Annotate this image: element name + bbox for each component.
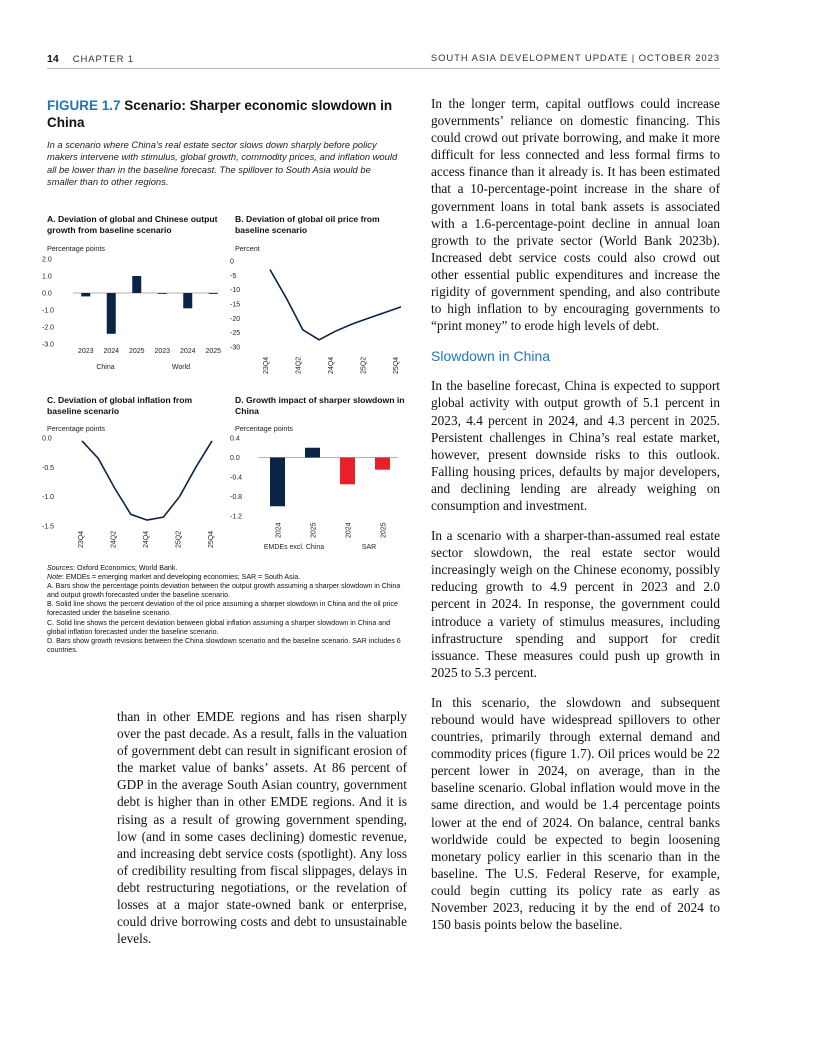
panel-c-xtick: 24Q4: [143, 530, 150, 548]
panel-d-bar: [340, 458, 355, 485]
chapter-label: CHAPTER 1: [72, 54, 135, 65]
panel-c-xtick: 25Q2: [175, 530, 183, 548]
panel-a-bar: [158, 293, 167, 294]
panel-d-bar: [305, 448, 320, 458]
panel-d-chart: [228, 430, 413, 555]
figure-title: [47, 97, 399, 131]
panel-b-xtick: 24Q2: [295, 356, 303, 374]
panel-d-category-label: 2025: [380, 522, 388, 538]
panel-a-bar: [132, 276, 141, 293]
figure-title-text: Scenario: Sharper economic slowdown in China: [47, 98, 393, 130]
left-column: [117, 708, 407, 960]
panel-a-ytick: 2.0: [42, 256, 52, 264]
panel-a-category-label: 2024: [179, 348, 196, 355]
panel-a-category-label: 2024: [103, 348, 120, 355]
panel-a-group-label: China: [96, 364, 115, 371]
panel-d-ytick: -1.2: [230, 513, 243, 521]
paragraph: In the longer term, capital outflows could increase governments’ reliance on domestic financing. This could crowd out private borrowing, and make it more difficult for less connected and less formal firms to access finance than it already is. It has been estimated that a 10-percentage-point increase in the share of government loans in total bank assets is associated with a 1.6-percentage-point decline in annual loan growth to the private sector (World Bank 2023b). Increased debt service costs could also crowd out other essential public expenditures and increase the rigidity of government spending, and also contribute to high inflation to by encouraging governments to “print money” to erode high levels of debt.: [431, 96, 720, 334]
panel-d-ytick: 0.4: [230, 435, 240, 443]
panel-d-ytick: -0.4: [230, 474, 243, 482]
panel-b-chart: [228, 252, 413, 377]
panel-d-group-label: EMDEs excl. China: [263, 544, 325, 551]
panel-c-chart: [40, 430, 230, 555]
panel-b-xtick: 24Q4: [328, 356, 335, 374]
panel-d-bar: [375, 458, 390, 470]
panel-c-ytick: 0.0: [42, 435, 52, 443]
panel-b-ytick: -15: [230, 301, 241, 309]
panel-a-category-label: 2023: [154, 348, 171, 355]
panel-a-bar: [81, 293, 90, 296]
note-b: B. Solid line shows the percent deviation of the oil price assuming a sharper slowdown in China and the oil price forecasted under the baseline scenario.: [47, 600, 398, 618]
figure-number: FIGURE 1.7: [47, 98, 121, 113]
panel-c-unit: Percentage points: [47, 424, 105, 433]
paragraph: In a scenario with a sharper-than-assumed real estate sector slowdown, the real estate sector would increasingly weigh on the Chinese economy, possibly reducing growth to 4.9 percent in 2023 and 2.0 percent in 2024. In response, the government could introduce a variety of stimulus measures, including infrastructure spending and support for credit issuance. These measures could push up growth in 2025 to 5.3 percent.: [431, 528, 720, 680]
panel-d-category-label: 2024: [345, 522, 353, 538]
panel-d-category-label: 2024: [275, 522, 283, 538]
panel-a-ytick: 1.0: [42, 273, 52, 281]
panel-b-ytick: -5: [230, 272, 237, 280]
panel-a-ytick: -1.0: [42, 307, 55, 315]
panel-d-group-label: SAR: [361, 544, 377, 551]
panel-a-title: A. Deviation of global and Chinese output growth from baseline scenario: [47, 214, 218, 235]
figure-notes: [47, 564, 407, 655]
publication-title: SOUTH ASIA DEVELOPMENT UPDATE | OCTOBER 2023: [430, 53, 720, 64]
panel-a-chart: [40, 252, 230, 377]
panel-c-title: C. Deviation of global inflation from baseline scenario: [47, 395, 193, 416]
note-line: Note: EMDEs = emerging market and developing economies; SAR = South Asia.: [47, 573, 301, 582]
panel-d-ytick: 0.0: [230, 455, 240, 462]
panel-c-xtick: 24Q2: [110, 530, 118, 548]
page-number: 14: [47, 53, 59, 65]
panel-d-category-label: 2025: [310, 522, 318, 538]
right-column: [431, 95, 720, 946]
paragraph: In this scenario, the slowdown and subsequent rebound would have widespread spillovers to other countries, primarily through external demand and commodity prices (figure 1.7). Oil prices would be 22 percent lower in 2024, on average, than in the baseline scenario. Global inflation would move in the same direction, and would be 1.4 percentage points lower at the end of 2024. On balance, central banks worldwide could be expected to begin loosening monetary policy earlier in this scenario than in the baseline. The U.S. Federal Reserve, for example, could begin cutting its policy rate as early as November 2023, reducing it by the end of 2024 to 150 basis points below the baseline.: [431, 694, 720, 933]
panel-b-ytick: -30: [230, 344, 241, 352]
panel-d-unit: Percentage points: [235, 424, 293, 433]
panel-c-ytick: -1.0: [42, 494, 55, 502]
panel-a-ytick: 0.0: [42, 290, 52, 298]
panel-d-ytick: -0.8: [230, 494, 243, 501]
panel-c-ytick: -1.5: [42, 523, 55, 531]
note-c: C. Solid line shows the percent deviation between global inflation assuming a sharper slowdown in China and global inflation forecasted under the baseline scenario.: [47, 618, 391, 636]
panel-b-ytick: -10: [230, 287, 241, 295]
section-heading: Slowdown in China: [431, 348, 551, 365]
panel-c-series-line: [82, 441, 212, 520]
panel-b-ytick: -20: [230, 315, 241, 323]
panel-a-bar: [209, 293, 218, 294]
panel-a-bar: [183, 293, 192, 308]
panel-a-ytick: -3.0: [42, 341, 55, 349]
sources-line: Sources: Oxford Economics; World Bank.: [47, 564, 178, 572]
note-a: A. Bars show the percentage points deviation between the output growth assuming a sharper slowdown in China and output growth forecasted under the baseline scenario.: [47, 582, 401, 600]
paragraph: In the baseline forecast, China is expected to support global activity with output growth of 5.1 percent in 2023, 4.4 percent in 2024, and 4.3 percent in 2025. Persistent challenges in China’s real estate market, however, present downside risks to this outlook. Falling housing prices, defaults by major developers, and declining lending are already weighing on consumption and investment.: [431, 378, 720, 513]
panel-c-xtick: 23Q4: [78, 530, 85, 548]
note-d: D. Bars show growth revisions between the China slowdown scenario and the baseline scenario. SAR includes 6 countries.: [47, 636, 401, 654]
panel-a-group-label: World: [171, 364, 191, 371]
panel-b-ytick: -25: [230, 330, 241, 338]
panel-b-title: B. Deviation of global oil price from baseline scenario: [235, 214, 380, 235]
panel-c-ytick: -0.5: [42, 464, 55, 472]
panel-a-category-label: 2025: [205, 348, 222, 355]
panel-b-xtick: 25Q4: [393, 356, 400, 374]
panel-d-bar: [270, 458, 285, 507]
panel-a-bar: [107, 293, 116, 334]
panel-b-unit: Percent: [235, 244, 260, 253]
panel-b-ytick: 0: [230, 258, 234, 266]
panel-b-xtick: 23Q4: [263, 356, 270, 374]
panel-b-series-line: [270, 270, 401, 340]
panel-a-category-label: 2025: [128, 348, 145, 355]
panel-a-ytick: -2.0: [42, 324, 55, 332]
panel-a-category-label: 2023: [77, 348, 94, 355]
paragraph: than in other EMDE regions and has risen sharply over the past decade. As a result, falls in the valuation of government debt can result in significant erosion of the market value of banks’ assets. At 86 percent of GDP in the average South Asian country, government debt is higher than in other EMDE regions. And it is rising as a result of growing government spending, low (and in some cases declining) domestic revenue, and increasing debt service costs (spotlight). Any loss of credibility resulting from fiscal slippages, delays in debt restructuring negotiations, or the revelation of losses at a major state-owned bank or enterprise, could drive borrowing costs and debt to unsustainable levels.: [117, 709, 407, 947]
panel-b-xtick: 25Q2: [360, 356, 368, 374]
figure-subtitle: In a scenario where China’s real estate sector slows down sharply before policy makers intervene with stimulus, global growth, commodity prices, and inflation would all be lower than in the baseline forecast. The spillover to South Asia would be smaller than to other regions.: [47, 139, 398, 187]
panel-a-unit: Percentage points: [47, 244, 105, 253]
panel-c-xtick: 25Q4: [208, 530, 215, 548]
header-rule: [47, 68, 720, 69]
panel-d-title: D. Growth impact of sharper slowdown in China: [235, 395, 405, 416]
running-header-left: [47, 53, 134, 65]
